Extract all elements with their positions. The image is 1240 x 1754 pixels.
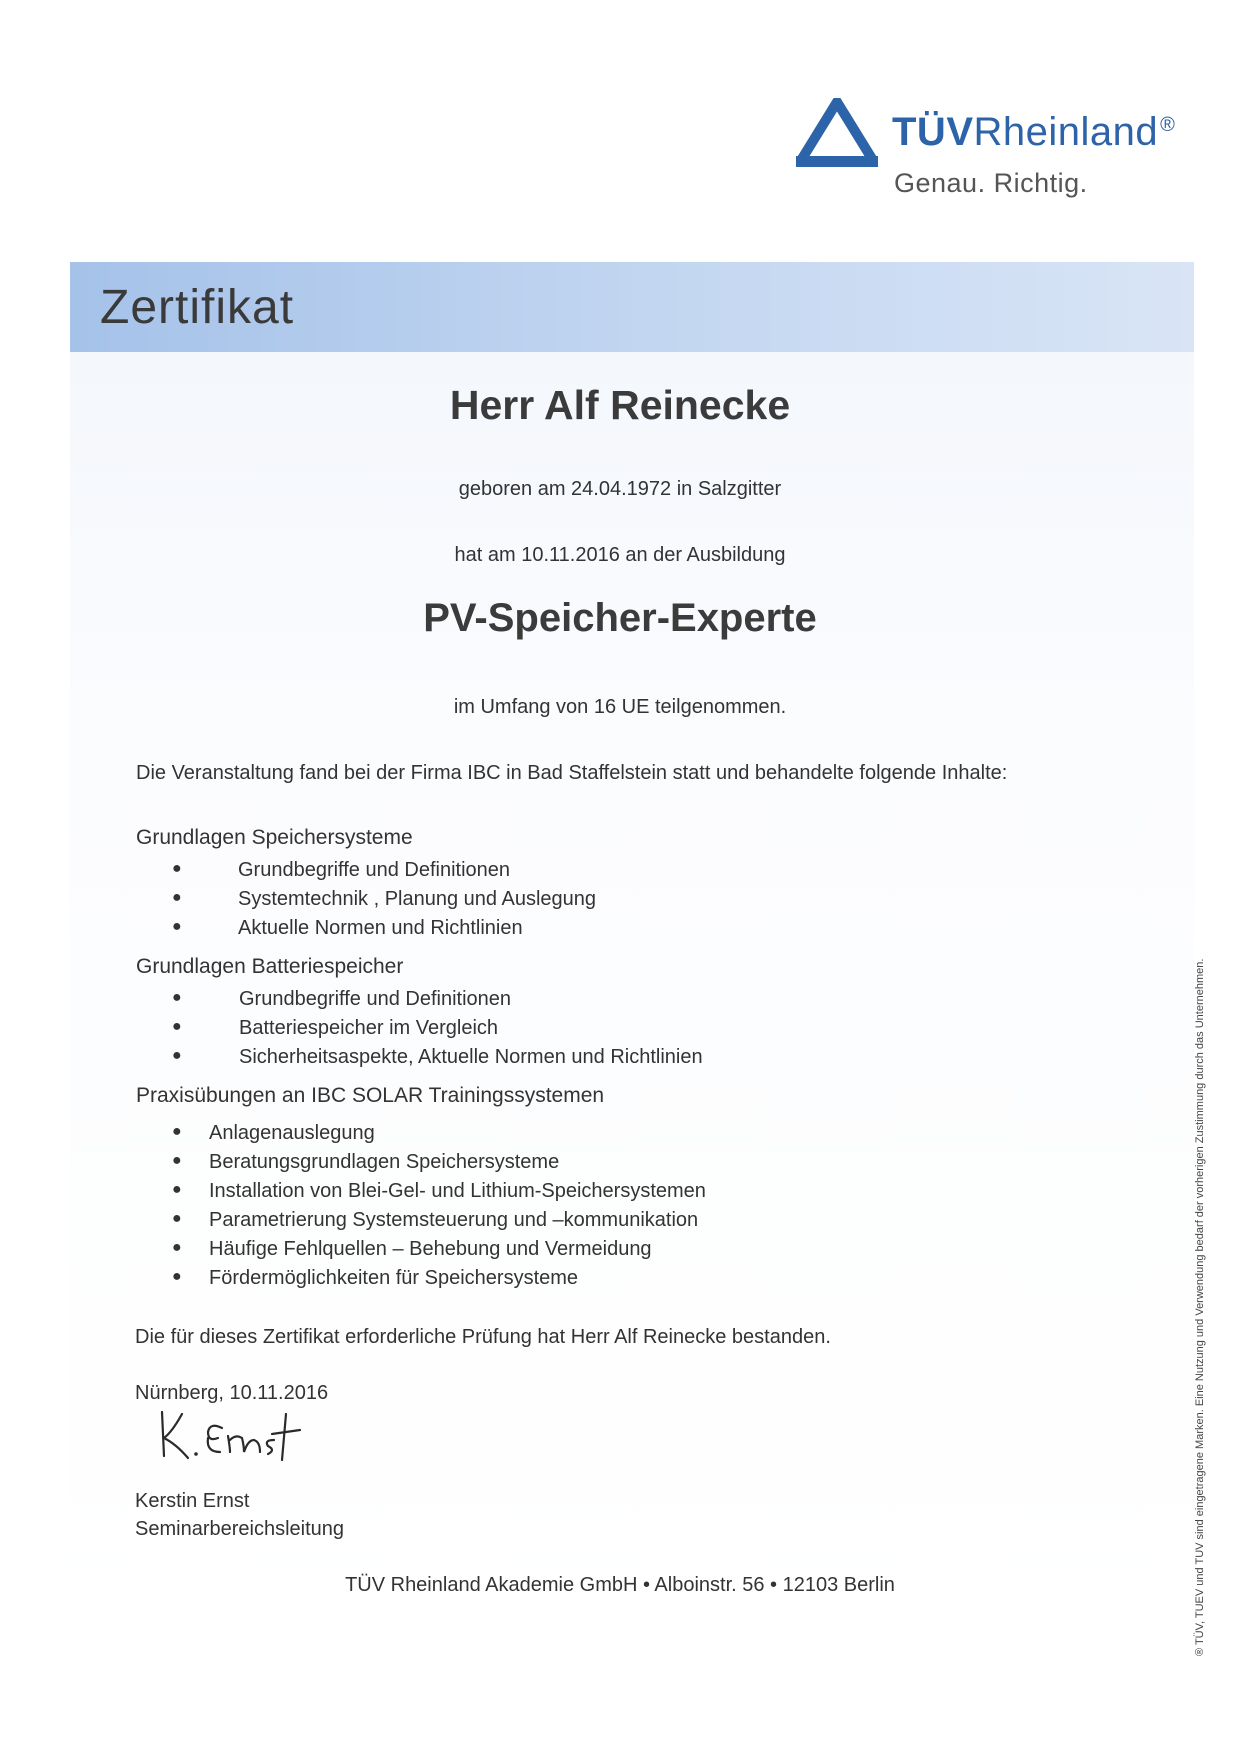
list-item: Grundbegriffe und Definitionen bbox=[238, 859, 511, 881]
bullet-icon: ● bbox=[172, 1239, 182, 1256]
recipient-name: Herr Alf Reinecke bbox=[449, 382, 791, 428]
section-title: Grundlagen Speichersysteme bbox=[136, 826, 413, 849]
list-item: Aktuelle Normen und Richtlinien bbox=[238, 917, 523, 939]
place-date: Nürnberg, 10.11.2016 bbox=[135, 1382, 329, 1404]
bullet-icon: ● bbox=[172, 989, 182, 1006]
logo-slogan: Genau. Richtig. bbox=[894, 168, 1088, 198]
list-item: Anlagenauslegung bbox=[209, 1122, 375, 1144]
exam-line: Die für dieses Zertifikat erforderliche Prüfung hat Herr Alf Reinecke bestanden. bbox=[135, 1326, 831, 1348]
list-item: Batteriespeicher im Vergleich bbox=[239, 1017, 499, 1039]
logo-brand-tuv: TÜV bbox=[892, 110, 974, 154]
list-item: Fördermöglichkeiten für Speichersysteme bbox=[209, 1267, 579, 1289]
bullet-icon: ● bbox=[172, 1268, 182, 1285]
bullet-icon: ● bbox=[172, 889, 182, 906]
section-title: Grundlagen Batteriespeicher bbox=[136, 955, 404, 978]
triangle-logo-icon bbox=[796, 98, 878, 168]
course-title: PV-Speicher-Experte bbox=[423, 596, 817, 640]
registered-mark: ® bbox=[1160, 113, 1176, 136]
bullet-icon: ● bbox=[172, 1018, 182, 1035]
tuv-rheinland-logo bbox=[796, 92, 1196, 212]
list-item: Grundbegriffe und Definitionen bbox=[239, 988, 512, 1010]
scope-line: im Umfang von 16 UE teilgenommen. bbox=[453, 696, 787, 718]
handwritten-signature bbox=[152, 1400, 312, 1470]
list-item: Parametrierung Systemsteuerung und –kommunikation bbox=[209, 1209, 699, 1231]
bullet-icon: ● bbox=[172, 918, 182, 935]
signer-name: Kerstin Ernst bbox=[135, 1490, 250, 1512]
list-item: Beratungsgrundlagen Speichersysteme bbox=[209, 1151, 560, 1173]
footer-address: TÜV Rheinland Akademie GmbH • Alboinstr. 56 • 12103 Berlin bbox=[345, 1574, 895, 1596]
bullet-icon: ● bbox=[172, 1210, 182, 1227]
list-item: Systemtechnik , Planung und Auslegung bbox=[238, 888, 597, 910]
signer-role: Seminarbereichsleitung bbox=[135, 1518, 345, 1540]
list-item: Installation von Blei-Gel- und Lithium-Speichersystemen bbox=[209, 1180, 706, 1202]
certificate-title: Zertifikat bbox=[100, 281, 295, 334]
section-title: Praxisübungen an IBC SOLAR Trainingssystemen bbox=[136, 1084, 605, 1107]
bullet-icon: ● bbox=[172, 860, 182, 877]
bullet-icon: ● bbox=[172, 1181, 182, 1198]
logo-brand bbox=[892, 110, 1175, 155]
logo-brand-rheinland: Rheinland bbox=[973, 110, 1159, 154]
trademark-note: ® TÜV, TUEV und TUV sind eingetragene Marken. Eine Nutzung und Verwendung bedarf der vorherigen Zustimmung durch das Unternehmen. bbox=[1194, 958, 1206, 1656]
bullet-icon: ● bbox=[172, 1047, 182, 1064]
list-item: Sicherheitsaspekte, Aktuelle Normen und Richtlinien bbox=[239, 1046, 703, 1068]
bullet-icon: ● bbox=[172, 1123, 182, 1140]
intro-text: Die Veranstaltung fand bei der Firma IBC in Bad Staffelstein statt und behandelte folgende Inhalte: bbox=[136, 762, 1008, 784]
list-item: Häufige Fehlquellen – Behebung und Vermeidung bbox=[209, 1238, 652, 1260]
title-band bbox=[70, 262, 1194, 352]
birth-line: geboren am 24.04.1972 in Salzgitter bbox=[458, 478, 782, 500]
bullet-icon: ● bbox=[172, 1152, 182, 1169]
date-line: hat am 10.11.2016 an der Ausbildung bbox=[454, 544, 786, 566]
